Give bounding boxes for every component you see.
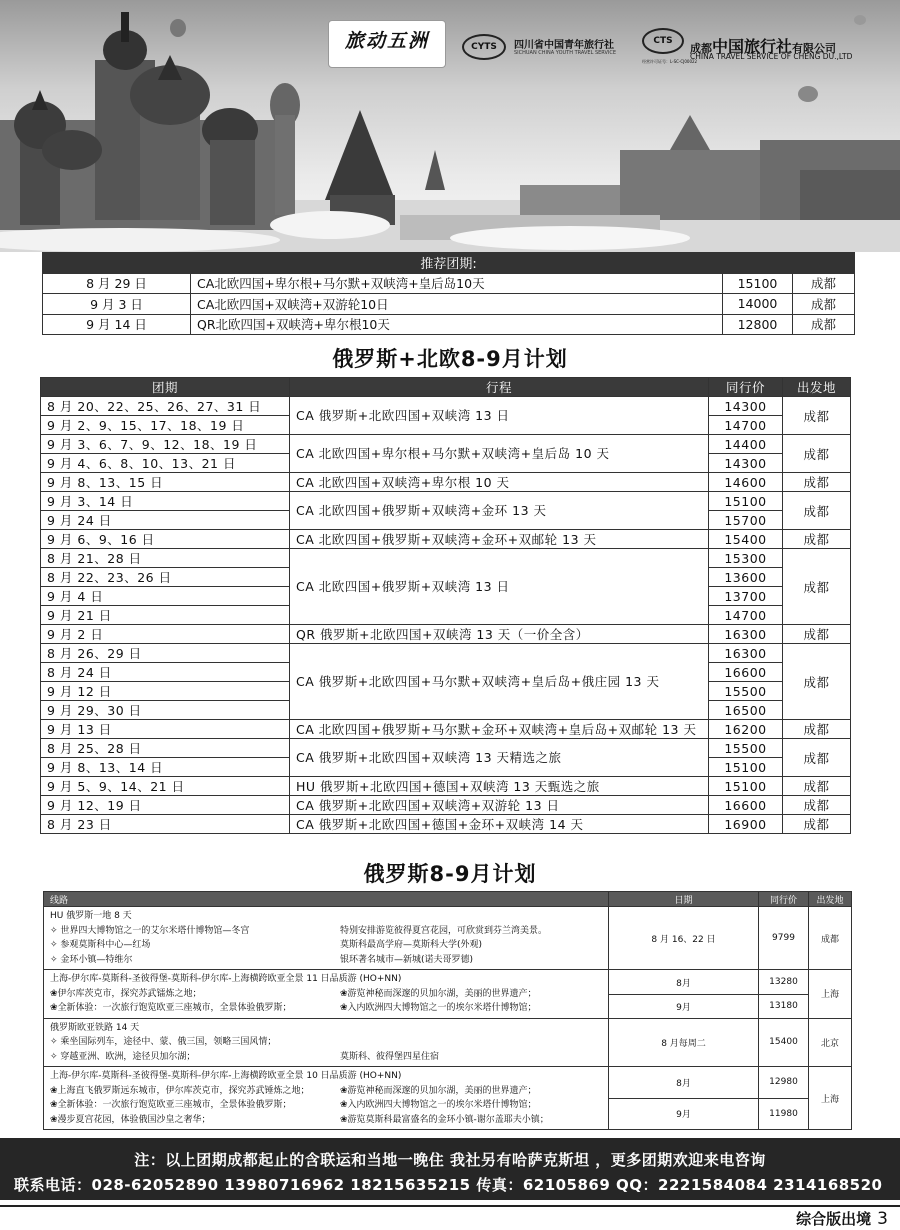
feature: ❀漫步夏宫花园，体验俄国沙皇之奢华；: [50, 1114, 211, 1125]
package-1-detail: [44, 907, 609, 970]
package-2-detail: [44, 970, 609, 1019]
tour-city: 成都: [783, 473, 851, 492]
feature: ❀入内欧洲四大博物馆之一的埃尔米塔什博物馆；: [340, 1100, 537, 1110]
table-row: [41, 739, 851, 758]
tour-price: 15100: [709, 758, 783, 777]
tour-date: 9 月 21 日: [41, 606, 290, 625]
cts-english: CHINA TRAVEL SERVICE OF CHENG DU.,LTD: [690, 52, 853, 61]
col-header-city: 出发地: [783, 378, 851, 397]
feature: ✧ 世界四大博物馆之一的艾尔米塔什博物馆—冬宫: [50, 925, 250, 936]
cts-suffix: 有限公司: [792, 42, 837, 55]
tour-date: 9 月 24 日: [41, 511, 290, 530]
footer-note: 注：以上团期成都起止的含联运和当地一晚住 我社另有哈萨克斯坦 ，更多团期欢迎来电咨询: [134, 1151, 766, 1169]
tour-route: CA 俄罗斯+北欧四国+双峡湾+双游轮 13 日: [290, 796, 709, 815]
tour-date: 9 月 4 日: [41, 587, 290, 606]
table-row: [41, 796, 851, 815]
tour-price: 13600: [709, 568, 783, 587]
col-header-price: 同行价: [709, 378, 783, 397]
tour-date: 8 月 24 日: [41, 663, 290, 682]
tour-price: 14700: [709, 606, 783, 625]
tour-city: 成都: [783, 492, 851, 530]
rec-route: CA北欧四国+卑尔根+马尔默+双峡湾+皇后岛10天: [191, 273, 723, 294]
tour-price: 15300: [709, 549, 783, 568]
tour-date: 8 月 20、22、25、26、27、31 日: [41, 397, 290, 416]
tour-date: 9 月 4、6、8、10、13、21 日: [41, 454, 290, 473]
feature: ❀全新体验：一次旅行饱览欧亚三座城市，全景体验俄罗斯；: [50, 1100, 292, 1110]
page-num: 3: [877, 1209, 888, 1229]
tour-date: 8 月 26、29 日: [41, 644, 290, 663]
tour-price: 14600: [709, 473, 783, 492]
package-date: 8月: [609, 1067, 759, 1099]
table-row: [41, 473, 851, 492]
tour-city: 成都: [783, 435, 851, 473]
tour-price: 15100: [709, 777, 783, 796]
tour-route: CA 北欧四国+俄罗斯+双峡湾+金环+双邮轮 13 天: [290, 530, 709, 549]
tour-city: 成都: [783, 720, 851, 739]
feature: ❀游览神秘而深邃的贝加尔湖，美丽的世界遗产；: [340, 988, 537, 999]
tour-date: 9 月 6、9、16 日: [41, 530, 290, 549]
package-price: 15400: [759, 1018, 809, 1067]
rec-route: CA北欧四国+双峡湾+双游轮10日: [191, 294, 723, 315]
package-4-detail: [44, 1067, 609, 1130]
tour-city: 成都: [783, 777, 851, 796]
recommended-table: [42, 252, 855, 335]
package-city: 上海: [809, 1067, 852, 1130]
footer-contact: 联系电话：028-62052890 13980716962 18215635215 传真：62105869 QQ：2221584084 2314168520: [14, 1176, 883, 1194]
tour-date: 8 月 23 日: [41, 815, 290, 834]
package-name: 上海-伊尔库-莫斯科-圣彼得堡-莫斯科-伊尔库-上海横跨欧亚全景 11 日品质游 (HO+NN): [50, 974, 402, 984]
tour-price: 14700: [709, 416, 783, 435]
footer-note-bar: [0, 1138, 900, 1200]
feature: ❀全新体验：一次旅行饱览欧亚三座城市，全景体验俄罗斯；: [50, 1003, 292, 1013]
tour-price: 15400: [709, 530, 783, 549]
section-label: 综合版出境: [796, 1210, 872, 1228]
tour-city: 成都: [783, 625, 851, 644]
package-price: 13180: [759, 995, 809, 1018]
tour-price: 15700: [709, 511, 783, 530]
cts-license: 经营许可证号：L-SC-CJ00022: [642, 59, 698, 64]
page-divider: [0, 1205, 900, 1207]
tour-price: 15500: [709, 682, 783, 701]
tour-date: 9 月 8、13、15 日: [41, 473, 290, 492]
feature: 莫斯科最高学府—莫斯科大学(外观): [340, 940, 483, 950]
table-row: [41, 644, 851, 663]
tour-route: CA 俄罗斯+北欧四国+马尔默+双峡湾+皇后岛+俄庄园 13 天: [290, 644, 709, 720]
rec-price: 12800: [723, 314, 793, 335]
package-city: 成都: [809, 907, 852, 970]
tour-route: CA 北欧四国+俄罗斯+马尔默+金环+双峡湾+皇后岛+双邮轮 13 天: [290, 720, 709, 739]
tour-route: HU 俄罗斯+北欧四国+德国+双峡湾 13 天甄选之旅: [290, 777, 709, 796]
col-header-route: 行程: [290, 378, 709, 397]
tour-date: 8 月 21、28 日: [41, 549, 290, 568]
tour-route: CA 北欧四国+卑尔根+马尔默+双峡湾+皇后岛 10 天: [290, 435, 709, 473]
tour-city: 成都: [783, 530, 851, 549]
table-row: [43, 294, 855, 315]
package-3-detail: [44, 1018, 609, 1067]
tour-price: 16500: [709, 701, 783, 720]
tour-date: 8 月 25、28 日: [41, 739, 290, 758]
tour-date: 9 月 12、19 日: [41, 796, 290, 815]
tour-city: 成都: [783, 796, 851, 815]
rec-city: 成都: [793, 294, 855, 315]
package-price: 13280: [759, 970, 809, 995]
tour-price: 14300: [709, 454, 783, 473]
rec-date: 9 月 3 日: [43, 294, 191, 315]
rec-price: 14000: [723, 294, 793, 315]
cts-name: 中国旅行社: [712, 37, 793, 56]
table-row: [41, 435, 851, 454]
russia-nordic-title: 俄罗斯+北欧8-9月计划: [332, 347, 568, 371]
package-date: 8 月每周二: [609, 1018, 759, 1067]
rec-city: 成都: [793, 314, 855, 335]
tour-price: 16900: [709, 815, 783, 834]
table-row: [44, 970, 852, 995]
table-row: [41, 397, 851, 416]
package-city: 上海: [809, 970, 852, 1019]
table-row: [41, 815, 851, 834]
col-header-date: 日期: [609, 892, 759, 907]
rec-date: 9 月 14 日: [43, 314, 191, 335]
tour-city: 成都: [783, 644, 851, 720]
table-row: [41, 777, 851, 796]
package-name: 上海-伊尔库-莫斯科-圣彼得堡-莫斯科-伊尔库-上海横跨欧亚全景 10 日品质游 (HO+NN): [50, 1071, 402, 1081]
rec-city: 成都: [793, 273, 855, 294]
table-row: [43, 314, 855, 335]
col-header-city: 出发地: [809, 892, 852, 907]
tour-route: CA 俄罗斯+北欧四国+双峡湾 13 日: [290, 397, 709, 435]
tour-price: 16600: [709, 796, 783, 815]
tour-city: 成都: [783, 397, 851, 435]
package-date: 9月: [609, 1098, 759, 1130]
rec-price: 15100: [723, 273, 793, 294]
tour-date: 9 月 29、30 日: [41, 701, 290, 720]
feature: ✧ 穿越亚洲、欧洲，途径贝加尔湖；: [50, 1051, 196, 1062]
brand-title: 旅动五洲: [344, 30, 429, 52]
tour-price: 14400: [709, 435, 783, 454]
chengdu-cts-logo: [642, 28, 892, 68]
package-name: HU 俄罗斯一地 8 天: [50, 911, 132, 921]
tour-price: 15500: [709, 739, 783, 758]
tour-route: QR 俄罗斯+北欧四国+双峡湾 13 天（一价全含）: [290, 625, 709, 644]
tour-price: 14300: [709, 397, 783, 416]
feature: ✧ 乘坐国际列车，途径中、蒙、俄三国，领略三国风情；: [50, 1037, 277, 1047]
feature: 莫斯科、彼得堡四星住宿: [340, 1051, 440, 1062]
table-row: [41, 549, 851, 568]
rec-date: 8 月 29 日: [43, 273, 191, 294]
tour-date: 9 月 2 日: [41, 625, 290, 644]
tour-date: 9 月 3、6、7、9、12、18、19 日: [41, 435, 290, 454]
col-header-price: 同行价: [759, 892, 809, 907]
tour-price: 13700: [709, 587, 783, 606]
cyts-name: 四川省中国青年旅行社: [514, 40, 614, 51]
tour-route: CA 北欧四国+俄罗斯+双峡湾+金环 13 天: [290, 492, 709, 530]
tour-date: 9 月 5、9、14、21 日: [41, 777, 290, 796]
tour-route: CA 北欧四国+双峡湾+卑尔根 10 天: [290, 473, 709, 492]
tour-price: 16300: [709, 644, 783, 663]
tour-date: 8 月 22、23、26 日: [41, 568, 290, 587]
page-number: [796, 1208, 888, 1229]
feature: 银环著名城市—新城(诺夫哥罗德): [340, 954, 474, 965]
feature: ❀入内欧洲四大博物馆之一的埃尔米塔什博物馆；: [340, 1003, 537, 1013]
table-header-row: [41, 378, 851, 397]
table-row: [41, 492, 851, 511]
feature: ❀游览神秘而深邃的贝加尔湖，美丽的世界遗产；: [340, 1085, 537, 1096]
package-date: 8月: [609, 970, 759, 995]
table-row: [41, 530, 851, 549]
russia-title: 俄罗斯8-9月计划: [363, 862, 537, 886]
package-date: 8 月 16、22 日: [609, 907, 759, 970]
table-row: [43, 273, 855, 294]
feature: ❀伊尔库茨克市，探究苏武镭炼之地；: [50, 988, 202, 999]
tour-date: 9 月 3、14 日: [41, 492, 290, 511]
tour-price: 15100: [709, 492, 783, 511]
cts-prefix: 成都: [690, 42, 712, 55]
feature: 特别安排游览彼得夏宫花园，可欣赏到芬兰湾美景。: [340, 925, 548, 936]
tour-city: 成都: [783, 549, 851, 625]
brand-logo: [328, 20, 446, 68]
col-header-date: 团期: [41, 378, 290, 397]
russia-nordic-table: [40, 377, 851, 834]
tour-route: CA 俄罗斯+北欧四国+双峡湾 13 天精选之旅: [290, 739, 709, 777]
russia-table: [43, 891, 852, 1130]
feature: ❀上海直飞俄罗斯远东城市，伊尔库茨克市，探究苏武锤炼之地；: [50, 1085, 310, 1096]
tour-city: 成都: [783, 739, 851, 777]
cyts-english: SICHUAN CHINA YOUTH TRAVEL SERVICE: [514, 50, 617, 56]
col-header-route: 线路: [44, 892, 609, 907]
cyts-emblem-icon: CYTS: [462, 34, 506, 60]
table-row: [44, 907, 852, 970]
tour-price: 16200: [709, 720, 783, 739]
tour-date: 9 月 8、13、14 日: [41, 758, 290, 777]
tour-price: 16600: [709, 663, 783, 682]
rec-route: QR北欧四国+双峡湾+卑尔根10天: [191, 314, 723, 335]
table-row: [41, 625, 851, 644]
tour-date: 9 月 13 日: [41, 720, 290, 739]
header-banner: [0, 0, 900, 252]
package-date: 9月: [609, 995, 759, 1018]
tour-route: CA 俄罗斯+北欧四国+德国+金环+双峡湾 14 天: [290, 815, 709, 834]
recommended-title: 推荐团期:: [43, 253, 855, 274]
sichuan-cyts-logo: [462, 34, 632, 64]
tour-date: 9 月 12 日: [41, 682, 290, 701]
table-row: [41, 720, 851, 739]
feature: ✧ 金环小镇—特维尔: [50, 954, 133, 965]
package-price: 11980: [759, 1098, 809, 1130]
package-price: 12980: [759, 1067, 809, 1099]
table-row: [44, 1018, 852, 1067]
package-name: 俄罗斯欧亚铁路 14 天: [50, 1022, 140, 1033]
tour-price: 16300: [709, 625, 783, 644]
tour-city: 成都: [783, 815, 851, 834]
table-header-row: [44, 892, 852, 907]
feature: ✧ 参观莫斯科中心—红场: [50, 940, 151, 950]
cts-emblem-icon: CTS: [642, 28, 684, 54]
feature: ❀游览莫斯科最富盛名的金环小镇-谢尔盖耶夫小镇；: [340, 1114, 549, 1125]
tour-route: CA 北欧四国+俄罗斯+双峡湾 13 日: [290, 549, 709, 625]
table-row: [44, 1067, 852, 1099]
tour-date: 9 月 2、9、15、17、18、19 日: [41, 416, 290, 435]
package-city: 北京: [809, 1018, 852, 1067]
package-price: 9799: [759, 907, 809, 970]
